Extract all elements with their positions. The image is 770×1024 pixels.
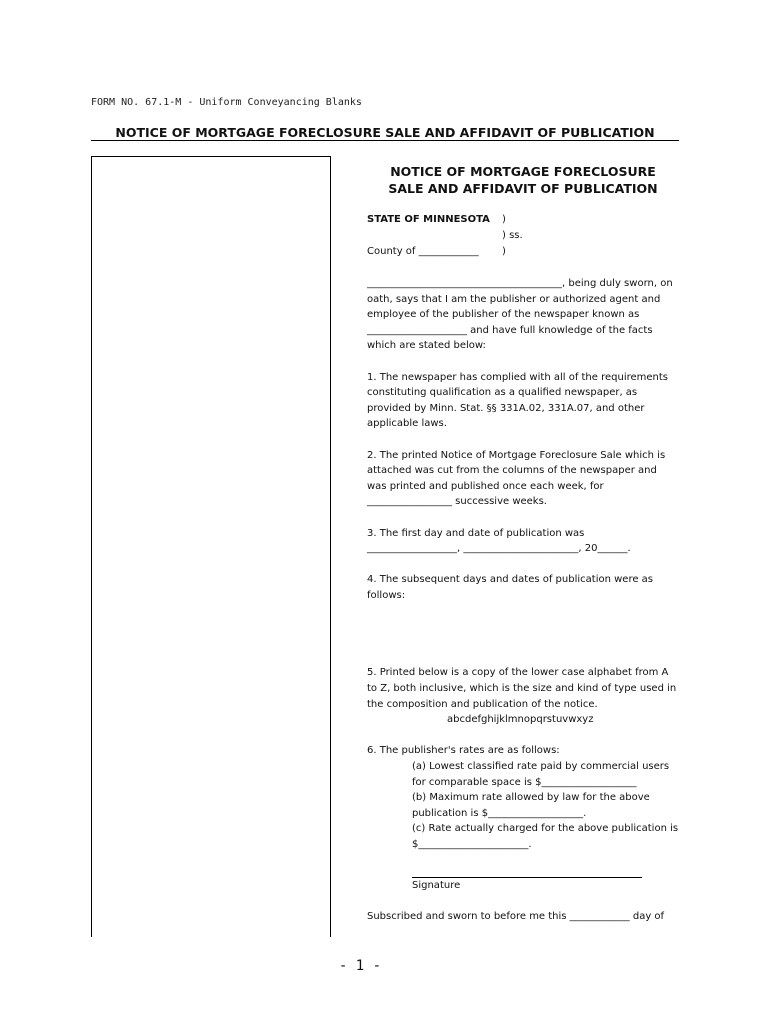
paragraph-1: 1. The newspaper has complied with all of the requirements constituting qualification as a qualified newspaper, as provided by Minn. Stat. §§ 331A.02, 331A.07, and other applicable laws. <box>367 371 669 430</box>
signature-line <box>412 853 642 878</box>
heading-line-2: SALE AND AFFIDAVIT OF PUBLICATION <box>388 181 658 196</box>
heading-line-1: NOTICE OF MORTGAGE FORECLOSURE <box>390 164 656 179</box>
form-number: FORM NO. 67.1-M - Uniform Conveyancing Blanks <box>91 97 362 108</box>
subsequent-dates-space <box>367 603 679 665</box>
intro-paragraph: _______________________________________, being duly sworn, on oath, says that I am the publisher or authorized agent and employee of the publisher of the newspaper known as ____________________ and have full knowledge of the facts which are stated below: <box>367 278 673 352</box>
alphabet-sample: abcdefghijklmnopqrstuvwxyz <box>447 714 594 726</box>
venue-ss: ) ss. <box>502 230 523 241</box>
rate-c: (c) Rate actually charged for the above publication is $______________________. <box>412 823 679 850</box>
state-label: STATE OF MINNESOTA <box>367 214 490 225</box>
paragraph-3: 3. The first day and date of publication was __________________, _______________________, 20______. <box>367 527 631 555</box>
paragraph-5: 5. Printed below is a copy of the lower case alphabet from A to Z, both inclusive, which is the size and kind of type used in the composition and publication of the notice. <box>367 667 677 710</box>
recording-side-box <box>91 156 331 937</box>
rate-a: (a) Lowest classified rate paid by commercial users for comparable space is $___________________ <box>412 761 670 788</box>
venue-paren-3: ) <box>502 246 506 257</box>
affidavit-heading <box>367 163 679 197</box>
document-title: NOTICE OF MORTGAGE FORECLOSURE SALE AND AFFIDAVIT OF PUBLICATION <box>91 126 679 141</box>
paragraph-2: 2. The printed Notice of Mortgage Foreclosure Sale which is attached was cut from the columns of the newspaper and was printed and published once each week, for _________________ successive weeks. <box>367 449 666 508</box>
page-number: - 1 - <box>338 958 382 974</box>
affidavit-body <box>367 163 679 924</box>
venue-block <box>367 212 679 259</box>
paragraph-6: 6. The publisher's rates are as follows: <box>367 745 560 757</box>
signature-label: Signature <box>412 879 461 891</box>
county-label: County of ____________ <box>367 246 479 257</box>
rate-b: (b) Maximum rate allowed by law for the above publication is $___________________. <box>412 792 650 819</box>
venue-paren-1: ) <box>502 214 506 225</box>
subscribed-line: Subscribed and sworn to before me this ____________ day of <box>367 910 665 922</box>
paragraph-4: 4. The subsequent days and dates of publication were as follows: <box>367 574 654 601</box>
